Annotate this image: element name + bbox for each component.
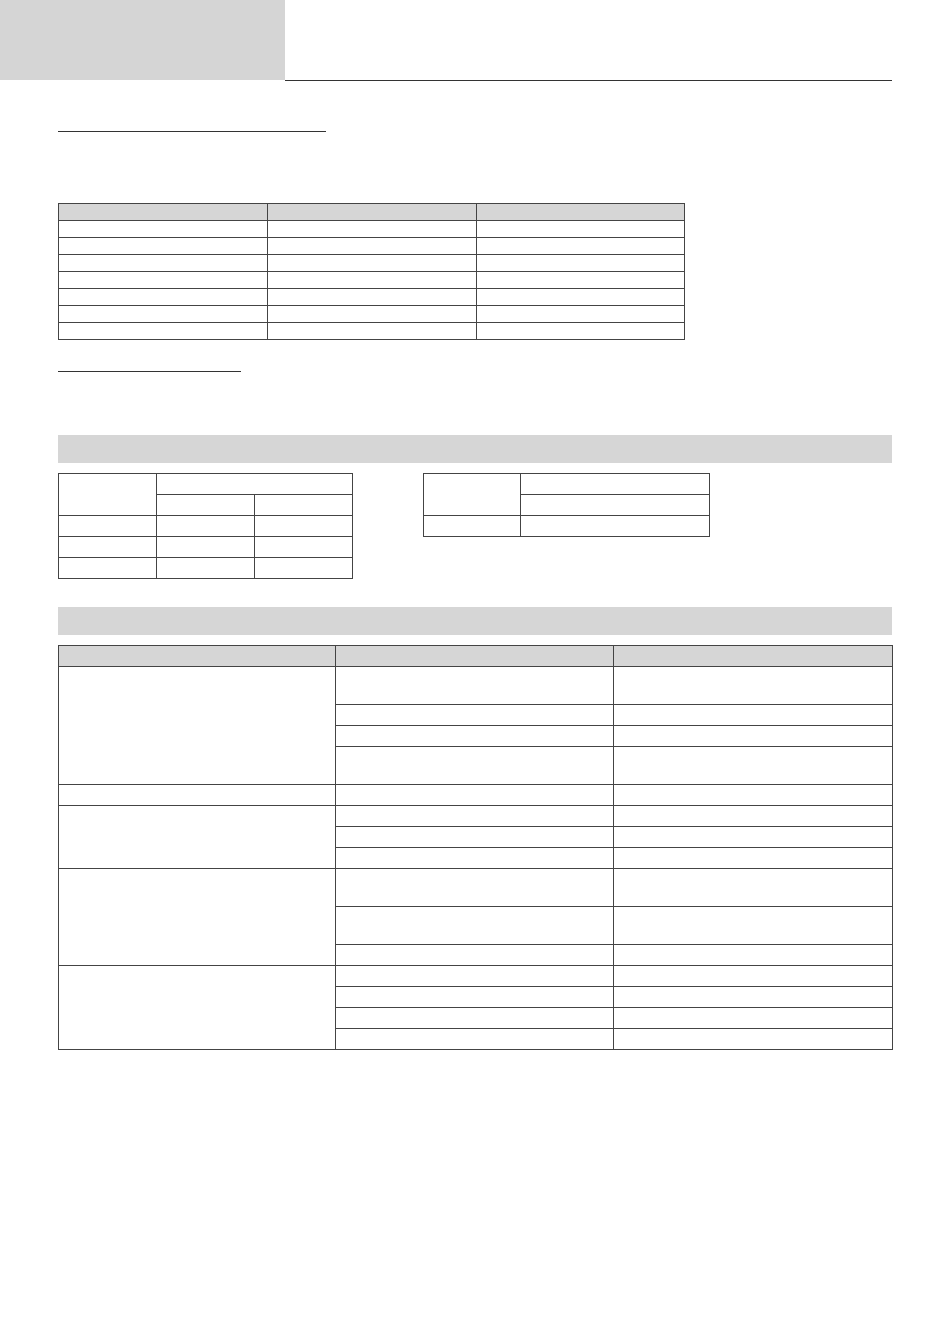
table-cell — [614, 907, 893, 945]
table-cell — [614, 869, 893, 907]
table-row — [59, 516, 353, 537]
table-row — [59, 255, 685, 272]
table-cell — [336, 848, 614, 869]
sub-header — [521, 495, 710, 516]
group-label — [59, 806, 336, 869]
table-cell — [336, 827, 614, 848]
table-cell — [59, 255, 268, 272]
table-cell — [336, 726, 614, 747]
right-grouped-table — [423, 473, 710, 537]
table-cell — [477, 306, 685, 323]
table-cell — [268, 255, 477, 272]
section-band — [58, 607, 892, 635]
table-cell — [614, 667, 893, 705]
column-header — [59, 204, 268, 221]
table-row — [59, 785, 893, 806]
column-header — [614, 646, 893, 667]
table-cell — [268, 238, 477, 255]
header-tab — [0, 0, 285, 80]
table-cell — [157, 537, 255, 558]
left-grouped-table — [58, 473, 353, 579]
table-cell — [59, 558, 157, 579]
table-cell — [268, 272, 477, 289]
group-label — [59, 667, 336, 785]
table-cell — [268, 221, 477, 238]
table-cell — [59, 221, 268, 238]
table-header-row — [59, 474, 353, 495]
table-cell — [336, 785, 614, 806]
table-cell — [477, 255, 685, 272]
table-header-row — [59, 646, 893, 667]
detail-spec-table — [58, 645, 893, 1050]
table-header-row — [59, 204, 685, 221]
table-cell — [268, 323, 477, 340]
table-row — [59, 806, 893, 827]
section-band — [58, 435, 892, 463]
table-cell — [59, 306, 268, 323]
table-cell — [255, 537, 353, 558]
table-row — [59, 537, 353, 558]
table-cell — [477, 221, 685, 238]
table-cell — [614, 747, 893, 785]
table-cell — [614, 945, 893, 966]
table-cell — [477, 289, 685, 306]
column-header — [268, 204, 477, 221]
table-cell — [268, 289, 477, 306]
table-cell — [424, 516, 521, 537]
table-cell — [336, 705, 614, 726]
table-row — [59, 238, 685, 255]
column-header — [477, 204, 685, 221]
table-cell — [614, 827, 893, 848]
table-cell — [255, 516, 353, 537]
table-cell — [477, 272, 685, 289]
table-cell — [59, 323, 268, 340]
table-row — [59, 221, 685, 238]
table-cell — [59, 516, 157, 537]
table-cell — [477, 238, 685, 255]
table-row — [59, 966, 893, 987]
table-cell — [336, 987, 614, 1008]
corner-cell — [424, 474, 521, 516]
table-cell — [336, 869, 614, 907]
table-row — [59, 667, 893, 705]
table-row — [59, 272, 685, 289]
table-cell — [477, 323, 685, 340]
table-row — [59, 323, 685, 340]
table-row — [59, 306, 685, 323]
group-header — [157, 474, 353, 495]
sub-header — [255, 495, 353, 516]
table-cell — [157, 516, 255, 537]
group-label — [59, 869, 336, 966]
spec-summary-table — [58, 203, 685, 340]
table-cell — [614, 1008, 893, 1029]
table-cell — [614, 726, 893, 747]
table-cell — [59, 272, 268, 289]
table-cell — [614, 705, 893, 726]
table-cell — [614, 1029, 893, 1050]
table-row — [59, 869, 893, 907]
table-cell — [614, 785, 893, 806]
table-cell — [336, 945, 614, 966]
section2-heading-underline — [58, 371, 241, 372]
table-cell — [268, 306, 477, 323]
table-cell — [59, 289, 268, 306]
corner-cell — [59, 474, 157, 516]
table-cell — [59, 238, 268, 255]
table-cell — [336, 966, 614, 987]
column-header — [59, 646, 336, 667]
table-row — [424, 516, 710, 537]
table-cell — [336, 667, 614, 705]
table-header-row — [424, 474, 710, 495]
column-header — [336, 646, 614, 667]
table-cell — [336, 907, 614, 945]
table-cell — [336, 1029, 614, 1050]
table-cell — [336, 1008, 614, 1029]
group-label — [59, 785, 336, 806]
section1-heading-underline — [58, 131, 326, 132]
table-row — [59, 289, 685, 306]
table-cell — [614, 848, 893, 869]
group-header — [521, 474, 710, 495]
header-rule — [285, 80, 892, 81]
table-cell — [59, 537, 157, 558]
table-row — [59, 558, 353, 579]
table-cell — [336, 806, 614, 827]
table-cell — [614, 806, 893, 827]
table-cell — [521, 516, 710, 537]
sub-header — [157, 495, 255, 516]
group-label — [59, 966, 336, 1050]
table-cell — [336, 747, 614, 785]
table-cell — [614, 966, 893, 987]
table-cell — [157, 558, 255, 579]
table-cell — [255, 558, 353, 579]
table-cell — [614, 987, 893, 1008]
